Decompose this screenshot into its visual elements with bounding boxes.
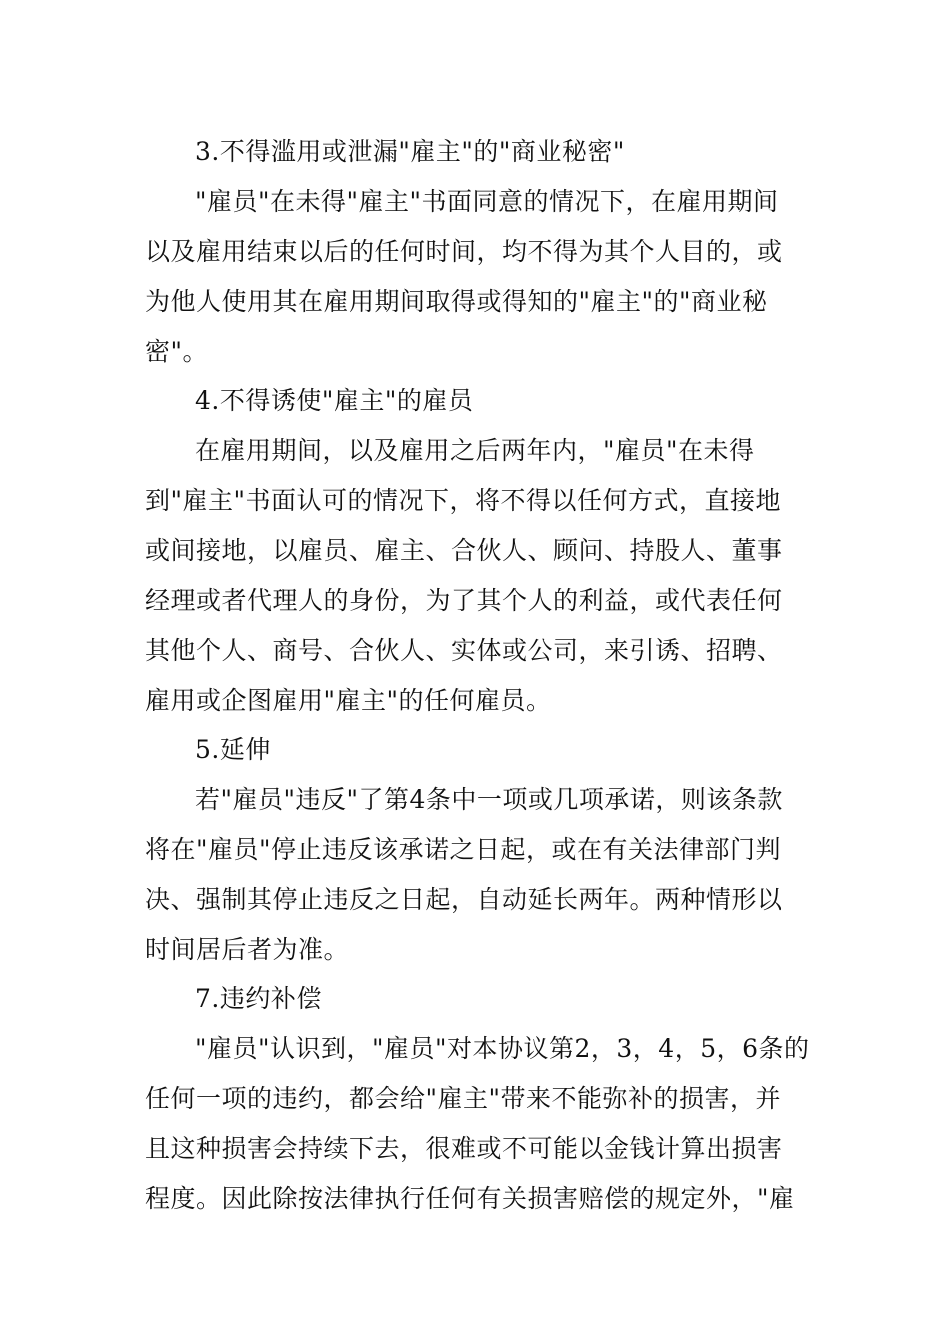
paragraph-line: 经理或者代理人的身份，为了其个人的利益，或代表任何 bbox=[145, 586, 783, 615]
paragraph-line: 时间居后者为准。 bbox=[145, 935, 350, 964]
section-heading-4: 4.不得诱使"雇主"的雇员 bbox=[195, 386, 474, 415]
paragraph-line: 任何一项的违约，都会给"雇主"带来不能弥补的损害，并 bbox=[145, 1084, 782, 1113]
paragraph-line: 为他人使用其在雇用期间取得或得知的"雇主"的"商业秘 bbox=[145, 287, 768, 316]
paragraph-line: "雇员"认识到，"雇员"对本协议第2，3，4，5，6条的 bbox=[195, 1034, 810, 1063]
paragraph-line: 将在"雇员"停止违反该承诺之日起，或在有关法律部门判 bbox=[145, 835, 782, 864]
section-heading-5: 5.延伸 bbox=[195, 735, 271, 764]
paragraph-line: 到"雇主"书面认可的情况下，将不得以任何方式，直接地 bbox=[145, 486, 782, 515]
paragraph-line: 或间接地，以雇员、雇主、合伙人、顾问、持股人、董事 bbox=[145, 536, 783, 565]
paragraph-line: 且这种损害会持续下去，很难或不可能以金钱计算出损害 bbox=[145, 1134, 783, 1163]
paragraph-line: 雇用或企图雇用"雇主"的任何雇员。 bbox=[145, 686, 552, 715]
paragraph-line: "雇员"在未得"雇主"书面同意的情况下，在雇用期间 bbox=[195, 187, 779, 216]
paragraph-line: 以及雇用结束以后的任何时间，均不得为其个人目的，或 bbox=[145, 237, 783, 266]
paragraph-line: 程度。因此除按法律执行任何有关损害赔偿的规定外，"雇 bbox=[145, 1184, 795, 1213]
paragraph-line: 若"雇员"违反"了第4条中一项或几项承诺，则该条款 bbox=[195, 785, 783, 814]
section-heading-3: 3.不得滥用或泄漏"雇主"的"商业秘密" bbox=[195, 137, 625, 166]
section-heading-7: 7.违约补偿 bbox=[195, 984, 322, 1013]
paragraph-line: 在雇用期间，以及雇用之后两年内，"雇员"在未得 bbox=[195, 436, 755, 465]
paragraph-line: 决、强制其停止违反之日起，自动延长两年。两种情形以 bbox=[145, 885, 783, 914]
paragraph-line: 其他个人、商号、合伙人、实体或公司，来引诱、招聘、 bbox=[145, 636, 783, 665]
paragraph-line: 密"。 bbox=[145, 337, 208, 366]
